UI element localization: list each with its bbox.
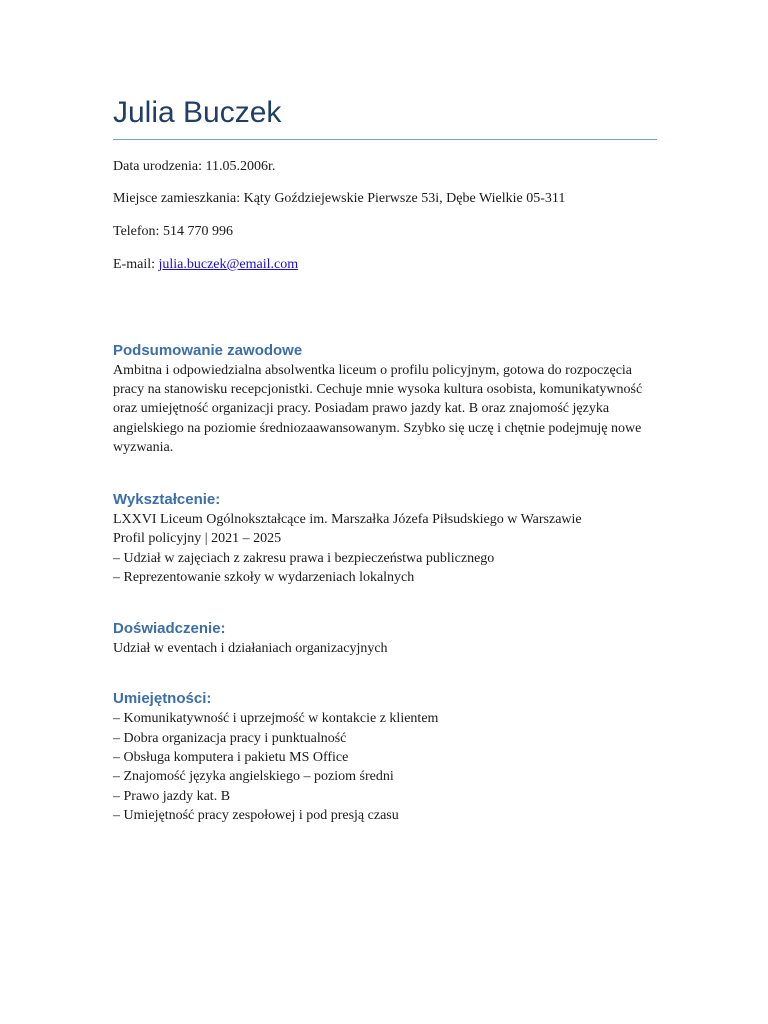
birth-date-line [113,158,657,176]
skill-item: – Obsługa komputera i pakietu MS Office [113,750,349,765]
skill-item: – Znajomość języka angielskiego – poziom średni [113,769,394,785]
education-line: – Udział w zajęciach z zakresu prawa i bezpieczeństwa publicznego [113,550,495,566]
birth-date-value: 11.05.2006r. [205,159,276,174]
cv-document [113,94,657,825]
email-label: E-mail: [113,257,155,272]
email-line [113,256,657,274]
education-line: Profil policyjny | 2021 – 2025 [113,531,282,547]
email-link[interactable]: julia.buczek@email.com [158,257,299,272]
experience-heading: Doświadczenie: [113,620,226,638]
skill-item: – Prawo jazdy kat. B [113,788,231,804]
contact-block [113,158,657,274]
skills-heading: Umiejętności: [113,690,212,708]
skills-list [113,709,657,825]
education-list [113,510,657,587]
skill-item: – Dobra organizacja pracy i punktualność [113,730,347,746]
skill-item: – Komunikatywność i uprzejmość w kontakcie z klientem [113,711,439,727]
birth-date-label: Data urodzenia: [113,159,203,174]
education-line: LXXVI Liceum Ogólnokształcące im. Marszałka Józefa Piłsudskiego w Warszawie [113,512,582,528]
experience-text: Udział w eventach i działaniach organizacyjnych [113,641,388,657]
skill-item: – Umiejętność pracy zespołowej i pod presją czasu [113,807,399,823]
education-line: – Reprezentowanie szkoły w wydarzeniach lokalnych [113,569,415,585]
title-divider [113,139,657,140]
phone-label: Telefon: [113,224,160,239]
candidate-name: Julia Buczek [113,96,282,129]
summary-text: Ambitna i odpowiedzialna absolwentka liceum o profilu policyjnym, gotowa do rozpoczęcia pracy na stanowisku recepcjonistki. Cechuje mnie wysoka kultura osobista, komunikatywność oraz umiejętność organizacji pracy. Posiadam prawo jazdy kat. B oraz znajomość języka angielskiego na poziomie średniozaawansowanym. Szybko się uczę i chętnie podejmuję nowe wyzwania. [113,363,643,455]
address-label: Miejsce zamieszkania: [113,191,241,206]
education-heading: Wykształcenie: [113,491,221,509]
phone-value: 514 770 996 [162,224,233,239]
phone-line [113,223,657,241]
address-value: Kąty Goździejewskie Pierwsze 53i, Dębe Wielkie 05-311 [243,191,566,206]
address-line [113,190,657,208]
summary-heading: Podsumowanie zawodowe [113,342,303,359]
